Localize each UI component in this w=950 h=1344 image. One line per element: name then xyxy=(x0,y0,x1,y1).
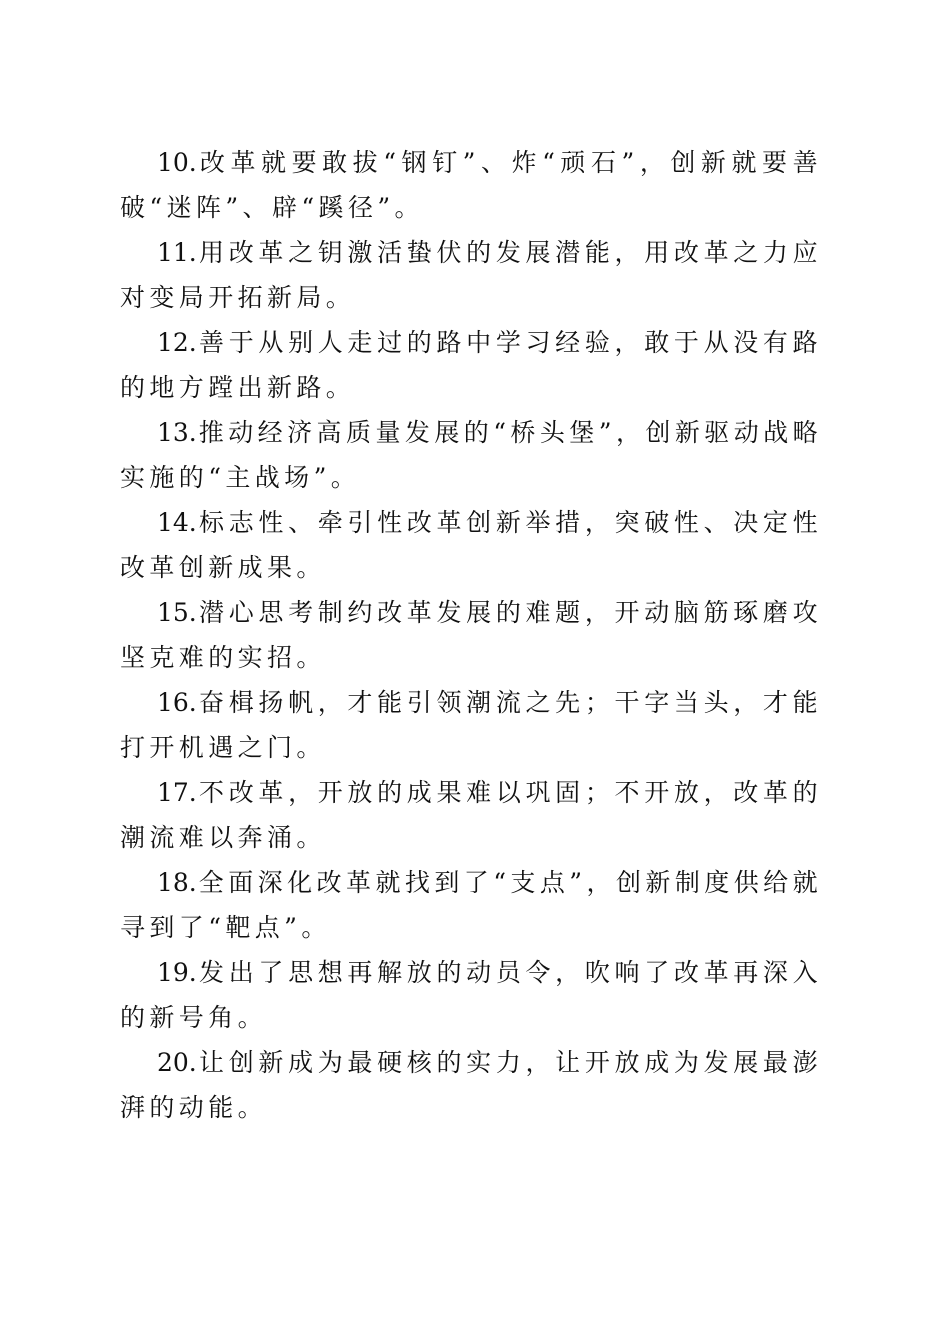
item-number: 10. xyxy=(157,148,197,177)
list-item xyxy=(120,140,822,230)
item-text: 潜心思考制约改革发展的难题，开动脑筋琢磨攻坚克难的实招。 xyxy=(120,598,822,672)
item-text: 推动经济高质量发展的“桥头堡”，创新驱动战略实施的“主战场”。 xyxy=(120,418,822,492)
item-number: 13. xyxy=(157,418,197,447)
list-item xyxy=(120,950,822,1040)
item-number: 18. xyxy=(157,868,197,897)
item-number: 14. xyxy=(157,508,197,537)
item-number: 12. xyxy=(157,328,197,357)
list-item xyxy=(120,680,822,770)
item-number: 20. xyxy=(157,1048,197,1077)
item-text: 奋楫扬帆，才能引领潮流之先；干字当头，才能打开机遇之门。 xyxy=(120,688,822,762)
list-item xyxy=(120,410,822,500)
item-text: 用改革之钥激活蛰伏的发展潜能，用改革之力应对变局开拓新局。 xyxy=(120,238,822,312)
item-number: 15. xyxy=(157,598,197,627)
list-item xyxy=(120,500,822,590)
list-item xyxy=(120,1040,822,1130)
item-number: 17. xyxy=(157,778,197,807)
item-text: 让创新成为最硬核的实力，让开放成为发展最澎湃的动能。 xyxy=(120,1048,822,1122)
item-number: 11. xyxy=(157,238,197,267)
item-number: 16. xyxy=(157,688,197,717)
item-text: 发出了思想再解放的动员令，吹响了改革再深入的新号角。 xyxy=(120,958,822,1032)
item-text: 不改革，开放的成果难以巩固；不开放，改革的潮流难以奔涌。 xyxy=(120,778,822,852)
list-item xyxy=(120,860,822,950)
slogan-list xyxy=(120,140,822,1130)
item-text: 标志性、牵引性改革创新举措，突破性、决定性改革创新成果。 xyxy=(120,508,822,582)
list-item xyxy=(120,590,822,680)
list-item xyxy=(120,230,822,320)
item-text: 改革就要敢拔“钢钉”、炸“顽石”，创新就要善破“迷阵”、辟“蹊径”。 xyxy=(120,148,822,222)
list-item xyxy=(120,770,822,860)
item-number: 19. xyxy=(157,958,197,987)
item-text: 善于从别人走过的路中学习经验，敢于从没有路的地方蹚出新路。 xyxy=(120,328,822,402)
item-text: 全面深化改革就找到了“支点”，创新制度供给就寻到了“靶点”。 xyxy=(120,868,822,942)
list-item xyxy=(120,320,822,410)
